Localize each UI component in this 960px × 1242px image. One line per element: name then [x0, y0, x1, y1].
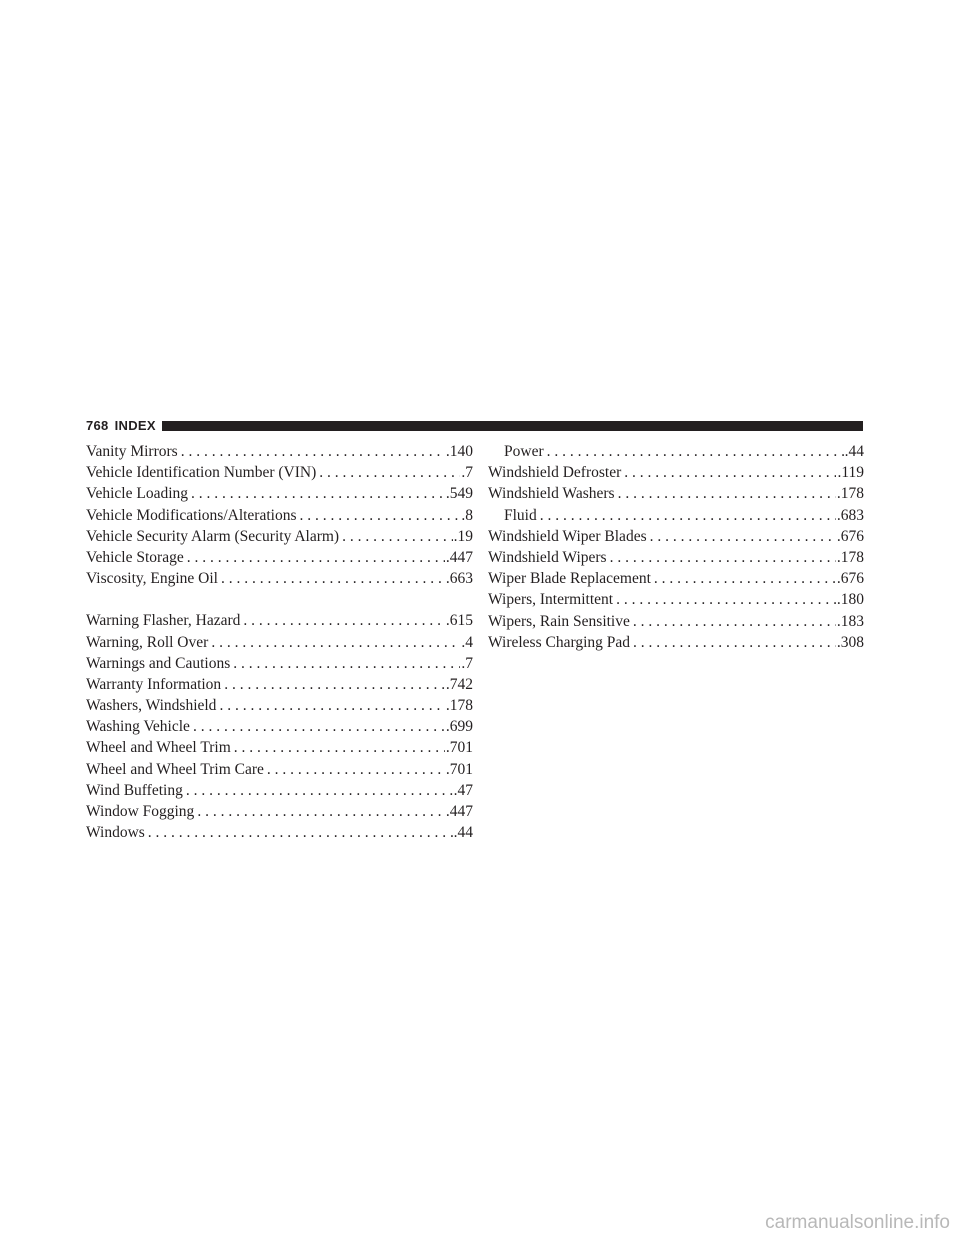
leader-dots [651, 568, 836, 589]
leader-dots [615, 483, 836, 504]
index-entry [86, 674, 473, 695]
index-entry [86, 462, 473, 483]
index-column-left [86, 441, 473, 843]
entry-page: .676 [836, 527, 864, 545]
leader-dots [316, 462, 460, 483]
entry-term: Power [504, 443, 544, 460]
index-entry [488, 611, 864, 632]
entry-term: Wireless Charging Pad [488, 633, 631, 651]
entry-term: Fluid [504, 506, 537, 524]
index-entry [86, 610, 473, 631]
entry-page: .47 [453, 781, 473, 799]
leader-dots [216, 695, 444, 716]
entry-page: .7 [461, 654, 473, 672]
leader-dots [630, 611, 836, 632]
leader-dots [188, 483, 445, 504]
entry-page: .615 [445, 612, 473, 630]
index-entry [86, 483, 473, 504]
entry-page: .701 [445, 760, 473, 778]
entry-term: Windshield Wiper Blades [488, 527, 647, 545]
leader-dots [190, 716, 445, 737]
entry-page: .178 [445, 697, 473, 715]
entry-term: Vehicle Security Alarm (Security Alarm) [86, 527, 340, 545]
entry-term: Window Fogging [86, 803, 195, 820]
leader-dots [231, 737, 445, 758]
entry-term: Warranty Information [86, 675, 222, 693]
index-entry [86, 505, 473, 526]
entry-page: .180 [836, 591, 864, 609]
index-entry [86, 568, 473, 589]
entry-term: Windshield Defroster [488, 464, 622, 482]
page-header [86, 417, 863, 435]
entry-term: Washers, Windshield [86, 697, 217, 715]
entry-page: .683 [836, 506, 864, 524]
leader-dots [264, 759, 445, 780]
entry-page: .178 [836, 485, 864, 503]
leader-dots [607, 547, 836, 568]
entry-term: Windshield Wipers [488, 548, 607, 566]
entry-term: Vehicle Modifications/Alterations [86, 506, 297, 524]
entry-page: .183 [836, 612, 864, 630]
entry-page: .4 [461, 633, 473, 651]
leader-dots [647, 526, 836, 547]
index-entry [86, 547, 473, 568]
entry-term: Warnings and Cautions [86, 654, 231, 672]
entry-term: Vanity Mirrors [86, 443, 178, 460]
entry-term: Wheel and Wheel Trim Care [86, 760, 264, 778]
entry-term: Wipers, Intermittent [488, 591, 614, 609]
index-entry [488, 568, 864, 589]
letter-group-gap [86, 589, 473, 610]
entry-term: Vehicle Identification Number (VIN) [86, 464, 317, 482]
entry-term: Wheel and Wheel Trim [86, 739, 231, 757]
leader-dots [221, 674, 445, 695]
leader-dots [240, 610, 445, 631]
entry-page: .447 [445, 803, 473, 820]
index-entry [86, 653, 473, 674]
index-column-right [488, 441, 864, 653]
index-entry [488, 526, 864, 547]
index-entry [86, 526, 473, 547]
leader-dots [544, 441, 844, 462]
index-subentry [488, 505, 864, 526]
entry-page: .178 [836, 548, 864, 566]
entry-term: Vehicle Loading [86, 485, 189, 503]
entry-term: Wipers, Rain Sensitive [488, 612, 630, 630]
header-rule [162, 421, 863, 431]
index-entry [488, 547, 864, 568]
entry-page: .119 [837, 464, 864, 482]
index-entry [488, 589, 864, 610]
entry-page: .8 [461, 506, 473, 524]
entry-page: .699 [445, 718, 473, 736]
index-entry [86, 759, 473, 780]
leader-dots [230, 653, 460, 674]
index-entry [86, 737, 473, 758]
index-entry [86, 716, 473, 737]
entry-page: .676 [836, 570, 864, 588]
entry-page: .549 [445, 485, 473, 503]
entry-term: Wind Buffeting [86, 781, 183, 799]
entry-page: .44 [844, 443, 864, 460]
site-watermark: carmanualsonline.info [765, 1212, 950, 1233]
entry-page: .7 [461, 464, 473, 482]
leader-dots [208, 632, 460, 653]
leader-dots [537, 505, 836, 526]
leader-dots [178, 441, 445, 462]
leader-dots [183, 780, 453, 801]
entry-term: Vehicle Storage [86, 548, 184, 566]
entry-term: Windows [86, 824, 145, 842]
section-title: INDEX [114, 418, 156, 433]
index-entry [488, 462, 864, 483]
entry-term: Warning Flasher, Hazard [86, 612, 241, 630]
entry-page: .663 [445, 570, 473, 588]
entry-page: .447 [445, 548, 473, 566]
entry-term: Warning, Roll Over [86, 633, 209, 651]
entry-term: Wiper Blade Replacement [488, 570, 651, 588]
index-entry [86, 695, 473, 716]
index-entry [86, 632, 473, 653]
entry-term: Viscosity, Engine Oil [86, 570, 218, 588]
entry-page: .140 [445, 443, 473, 460]
leader-dots [339, 526, 453, 547]
leader-dots [218, 568, 445, 589]
entry-page: .701 [445, 739, 473, 757]
entry-term: Washing Vehicle [86, 718, 190, 736]
leader-dots [621, 462, 836, 483]
index-entry [86, 780, 473, 801]
leader-dots [630, 632, 836, 653]
leader-dots [297, 505, 461, 526]
index-entry [488, 483, 864, 504]
leader-dots [613, 589, 836, 610]
index-entry [86, 822, 473, 843]
index-entry [488, 632, 864, 653]
leader-dots [145, 822, 453, 843]
entry-page: .308 [836, 633, 864, 651]
index-entry [86, 801, 473, 822]
entry-page: .19 [453, 527, 473, 545]
index-subentry [488, 441, 864, 462]
entry-term: Windshield Washers [488, 485, 615, 503]
entry-page: .44 [453, 824, 473, 842]
index-entry [86, 441, 473, 462]
page-number: 768 [86, 418, 109, 433]
entry-page: .742 [445, 675, 473, 693]
leader-dots [194, 801, 445, 822]
leader-dots [184, 547, 445, 568]
